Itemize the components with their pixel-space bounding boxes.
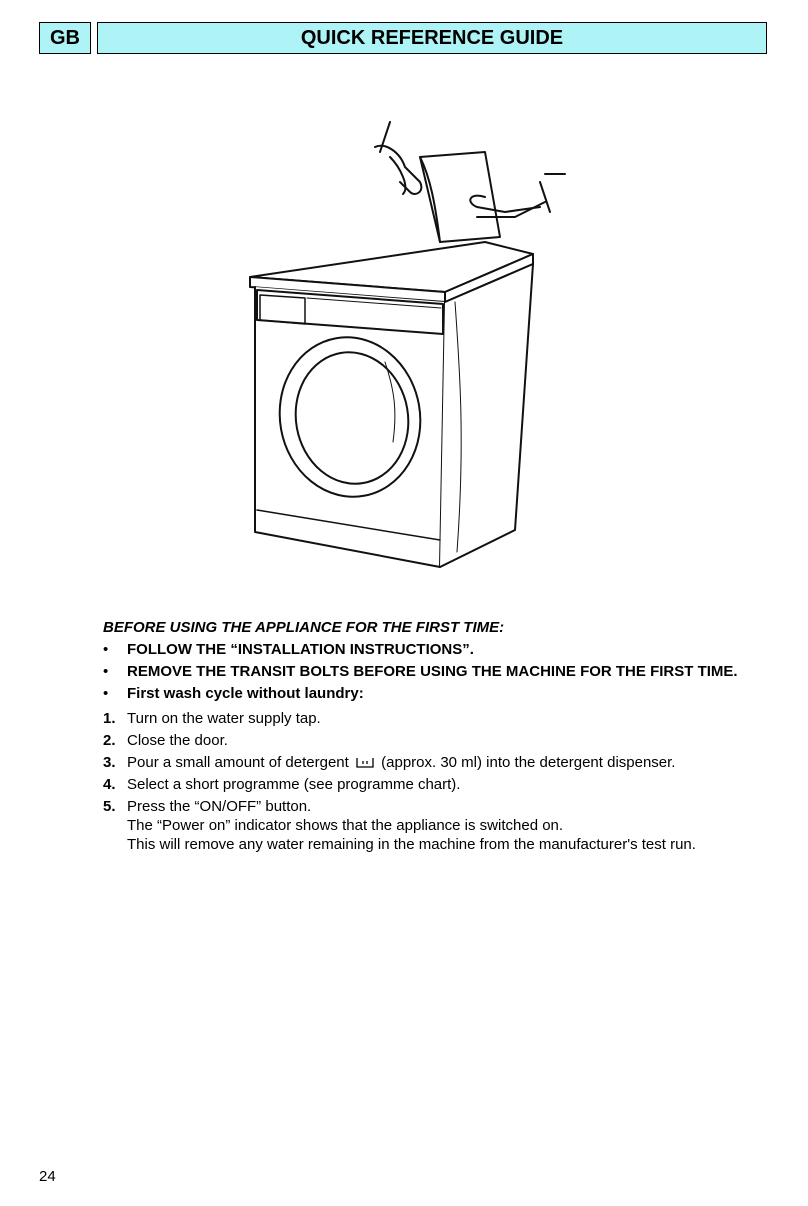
page-title: QUICK REFERENCE GUIDE (97, 22, 767, 54)
washing-machine (250, 242, 533, 567)
hands-with-instructions (375, 122, 565, 242)
bullet-item: • FOLLOW THE “INSTALLATION INSTRUCTIONS”. (103, 641, 474, 658)
language-tag: GB (39, 22, 91, 54)
page-number: 24 (39, 1168, 56, 1185)
detergent-compartment-icon (355, 757, 375, 769)
step-item: 4. Select a short programme (see programme chart). (103, 776, 461, 793)
bullet-item: • REMOVE THE TRANSIT BOLTS BEFORE USING THE MACHINE FOR THE FIRST TIME. (103, 663, 738, 680)
instructions-section (103, 618, 763, 857)
steps-list (103, 709, 763, 854)
step-item: 2. Close the door. (103, 732, 228, 749)
step-item: 5. Press the “ON/OFF” button. The “Power on” indicator shows that the appliance is switched on. This will remove any water remaining in the machine from the manufacturer's test run. (103, 798, 696, 853)
washing-machine-illustration (215, 112, 595, 582)
section-heading: BEFORE USING THE APPLIANCE FOR THE FIRST TIME: (103, 619, 505, 636)
step-item: 1. Turn on the water supply tap. (103, 710, 321, 727)
step-item: 3. Pour a small amount of detergent (approx. 30 ml) into the detergent dispenser. (103, 754, 676, 771)
bullet-item: • First wash cycle without laundry: (103, 685, 364, 702)
